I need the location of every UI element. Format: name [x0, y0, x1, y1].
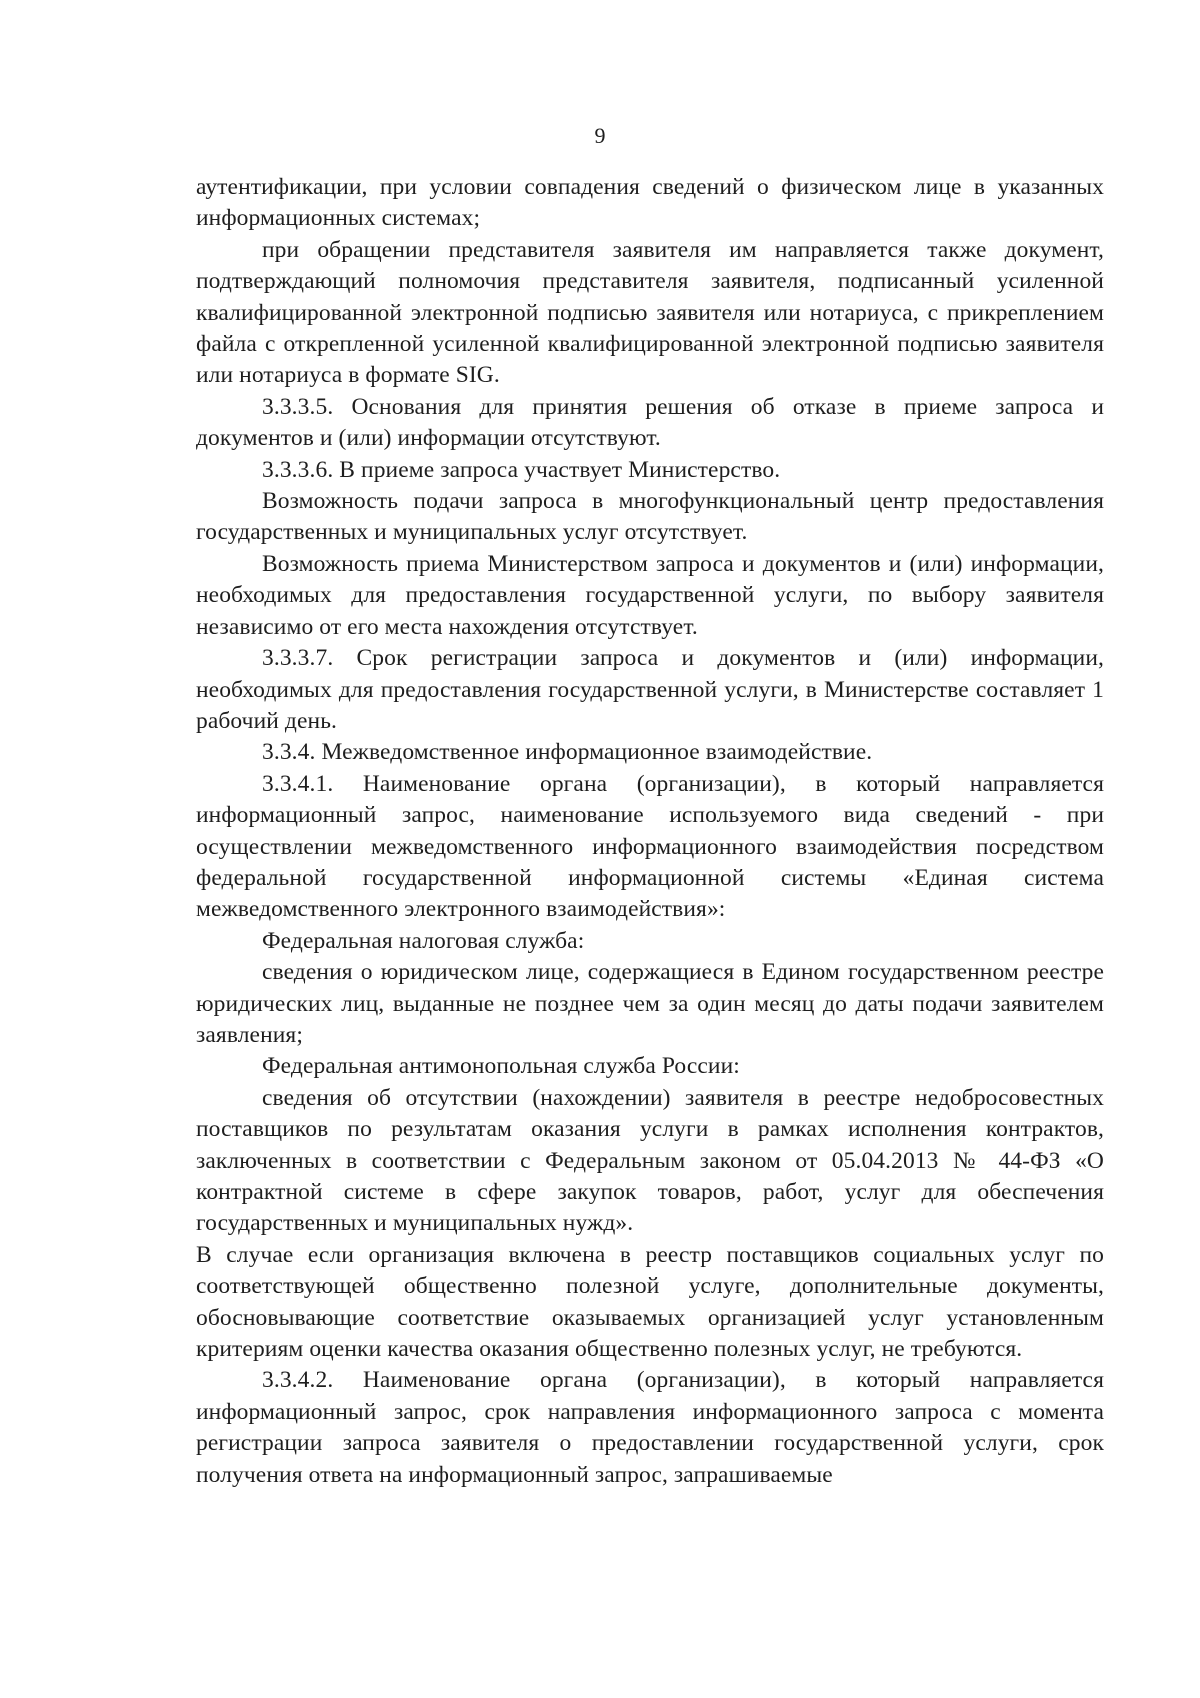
paragraph: 3.3.4. Межведомственное информационное взаимодействие. — [262, 739, 873, 766]
paragraph: сведения о юридическом лице, содержащиеся в Едином государственном реестре юридических лиц, выданные не позднее чем за один месяц до даты подачи заявителем заявления; — [196, 959, 1104, 1048]
paragraph: 3.3.4.1. Наименование органа (организации), в который направляется информационный запрос, наименование используемого вида сведений - при осуществлении межведомственного информационного взаимодействия посредством федеральной государственной информационной системы «Единая система межведомственного электронного взаимодействия»: — [196, 770, 1104, 923]
paragraph: В случае если организация включена в реестр поставщиков социальных услуг по соответствующей общественно полезной услуге, дополнительные документы, обосновывающие соответствие оказываемых организацией услуг установленным критериям оценки качества оказания общественно полезных услуг, не требуются. — [196, 1241, 1104, 1363]
paragraph: Федеральная налоговая служба: — [262, 927, 585, 954]
paragraph: 3.3.3.7. Срок регистрации запроса и документов и (или) информации, необходимых для предоставления государственной услуги, в Министерстве составляет 1 рабочий день. — [196, 645, 1104, 734]
page-number: 9 — [594, 123, 606, 148]
paragraph: Возможность приема Министерством запроса и документов и (или) информации, необходимых для предоставления государственной услуги, по выбору заявителя независимо от его места нахождения отсутствует. — [196, 550, 1104, 640]
paragraph: 3.3.4.2. Наименование органа (организации), в который направляется информационный запрос, срок направления информационного запроса с момента регистрации запроса заявителя о предоставлении государственной услуги, срок получения ответа на информационный запрос, запрашиваемые — [196, 1367, 1104, 1488]
paragraph: 3.3.3.5. Основания для принятия решения об отказе в приеме запроса и документов и (или) информации отсутствуют. — [196, 393, 1104, 452]
paragraph: Федеральная антимонопольная служба России: — [262, 1053, 740, 1080]
paragraph: 3.3.3.6. В приеме запроса участвует Министерство. — [262, 456, 781, 483]
document-body — [196, 172, 1104, 1491]
paragraph: при обращении представителя заявителя им направляется также документ, подтверждающий полномочия представителя заявителя, подписанный усиленной квалифицированной электронной подписью заявителя или нотариуса, с прикреплением файла с открепленной усиленной квалифицированной электронной подписью заявителя или нотариуса в формате SIG. — [196, 236, 1104, 389]
paragraph: Возможность подачи запроса в многофункциональный центр предоставления государственных и муниципальных услуг отсутствует. — [196, 488, 1104, 546]
paragraph: аутентификации, при условии совпадения сведений о физическом лице в указанных информационных системах; — [196, 174, 1104, 232]
paragraph: сведения об отсутствии (нахождении) заявителя в реестре недобросовестных поставщиков по результатам оказания услуги в рамках исполнения контрактов, заключенных в соответствии с Федеральным законом от 05.04.2013 № 44-ФЗ «О контрактной системе в сфере закупок товаров, работ, услуг для обеспечения государственных и муниципальных нужд». — [196, 1084, 1104, 1237]
